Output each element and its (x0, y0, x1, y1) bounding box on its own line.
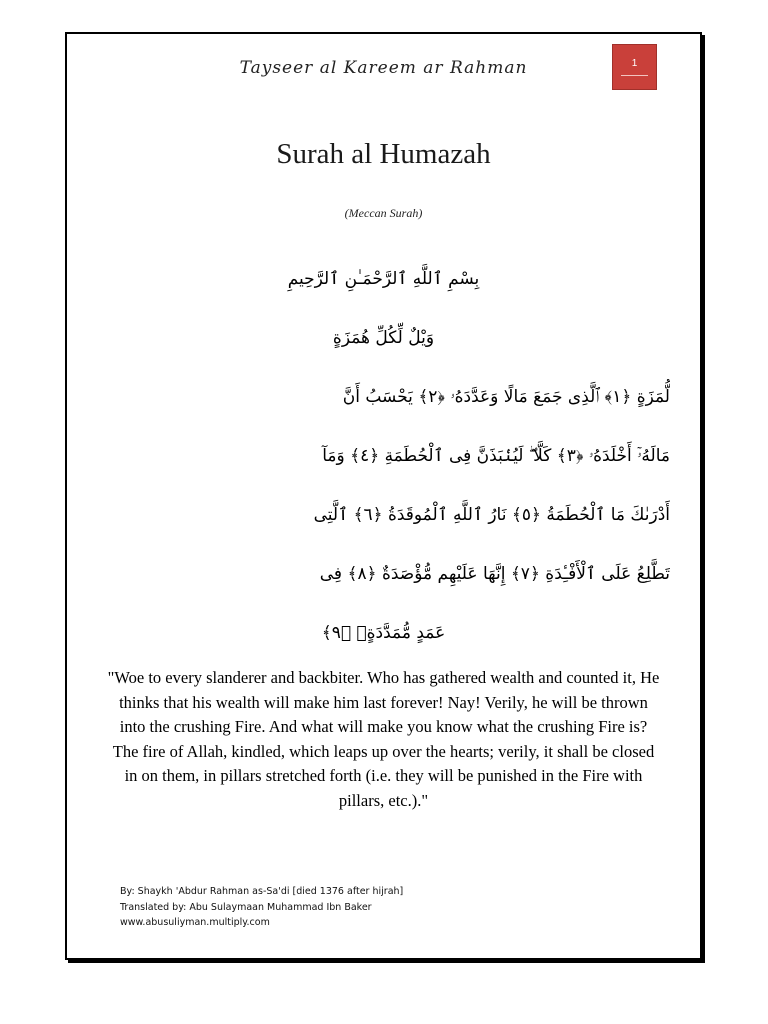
basmala-line: بِسْمِ ٱللَّهِ ٱلرَّحْمَـٰنِ ٱلرَّحِيمِ (287, 269, 480, 289)
arabic-verse-line: تَطَّلِعُ عَلَى ٱلْأَفْـِٔدَةِ ﴿٧﴾ إِنَّهَا عَلَيْهِم مُّؤْصَدَةٌ ﴿٨﴾ فِى (319, 564, 670, 584)
page-number: 1 (631, 58, 638, 69)
page-number-underline (621, 75, 648, 76)
arabic-verse-line: لُّمَزَةٍ ﴿١﴾ ٱلَّذِى جَمَعَ مَالًا وَعَدَّدَهُۥ ﴿٢﴾ يَحْسَبُ أَنَّ (342, 387, 670, 407)
arabic-verse-line: مَالَهُۥٓ أَخْلَدَهُۥ ﴿٣﴾ كَلَّا ۖ لَيُنۢبَذَنَّ فِى ٱلْحُطَمَةِ ﴿٤﴾ وَمَآ (322, 446, 670, 466)
arabic-verse-line: وَيْلٌ لِّكُلِّ هُمَزَةٍ (332, 328, 435, 348)
translator-credit: Translated by: Abu Sulaymaan Muhammad Ibn Baker (120, 901, 372, 913)
running-header-title: Tayseer al Kareem ar Rahman (239, 58, 528, 78)
credits-block (120, 884, 403, 931)
arabic-verses (97, 250, 670, 663)
page-number-badge (612, 44, 657, 90)
surah-type-subtitle: (Meccan Surah) (344, 206, 423, 220)
surah-title: Surah al Humazah (276, 138, 491, 170)
english-translation: "Woe to every slanderer and backbiter. Who has gathered wealth and counted it, He thinks that his wealth will make him last forever! Nay! Verily, he will be thrown into the crushing Fire. And what will make you know what the crushing Fire is? The fire of Allah, kindled, which leaps up over the hearts; verily, it shall be closed in on them, in pillars stretched forth (i.e. they will be punished in the Fire with pillars, etc.)." (107, 668, 660, 810)
author-credit: By: Shaykh 'Abdur Rahman as-Sa'di [died 1376 after hijrah] (120, 886, 404, 897)
document-page (65, 32, 702, 960)
arabic-verse-line: عَمَدٍ مُّمَدَّدَةٍۭ ﴿٩﴾ (321, 623, 446, 643)
arabic-verse-line: أَدْرَىٰكَ مَا ٱلْحُطَمَةُ ﴿٥﴾ نَارُ ٱللَّهِ ٱلْمُوقَدَةُ ﴿٦﴾ ٱلَّتِى (313, 505, 670, 525)
website-link[interactable]: www.abusuliyman.multiply.com (120, 917, 270, 928)
